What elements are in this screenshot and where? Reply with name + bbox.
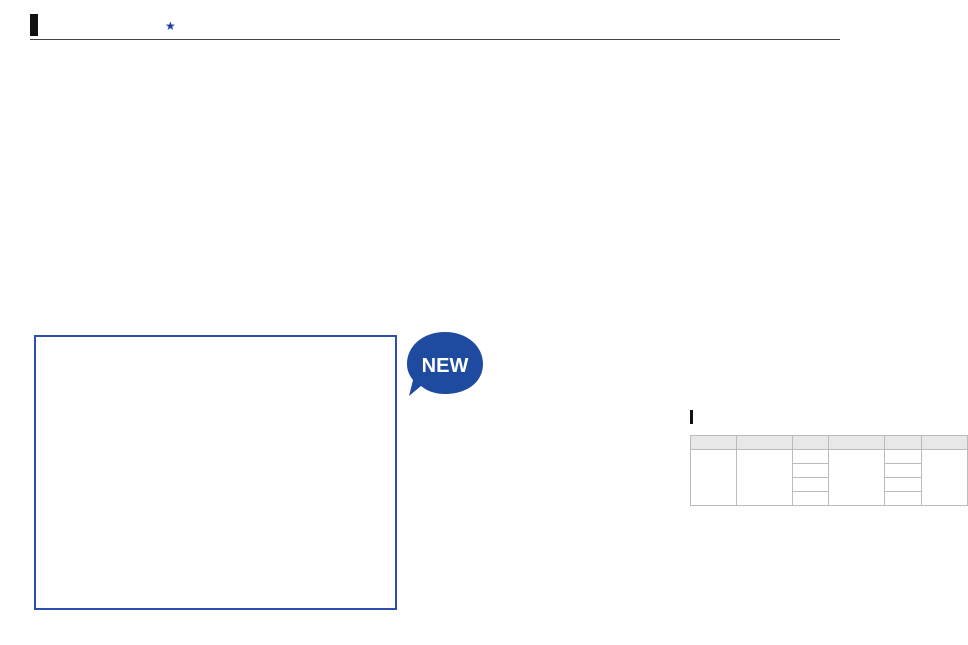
spec-inner-h bbox=[885, 450, 921, 464]
spec-door-w bbox=[737, 450, 793, 506]
spec-header bbox=[737, 436, 793, 450]
spec-header bbox=[793, 436, 829, 450]
spec-table bbox=[690, 435, 968, 506]
new-models-panel bbox=[34, 335, 397, 610]
spec-header bbox=[829, 436, 885, 450]
spec-inner-w bbox=[829, 450, 885, 506]
spec-door-h bbox=[793, 450, 829, 464]
title-bar bbox=[30, 14, 38, 36]
spec-inner-h bbox=[885, 492, 921, 506]
header-note bbox=[165, 19, 176, 33]
spec-inner-d bbox=[921, 450, 967, 506]
spec-inner-h bbox=[885, 478, 921, 492]
spec-header bbox=[885, 436, 921, 450]
spec-header bbox=[691, 436, 737, 450]
spec-door-h bbox=[793, 464, 829, 478]
spec-inner-h bbox=[885, 464, 921, 478]
spec-door-h bbox=[793, 492, 829, 506]
spec-model bbox=[691, 450, 737, 506]
spec-door-h bbox=[793, 478, 829, 492]
header-rule bbox=[30, 39, 840, 40]
table-title-bar bbox=[690, 410, 693, 424]
star-icon: ★ bbox=[165, 19, 176, 33]
new-badge bbox=[405, 330, 487, 400]
spec-header bbox=[921, 436, 967, 450]
new-badge-text: NEW bbox=[421, 355, 469, 377]
